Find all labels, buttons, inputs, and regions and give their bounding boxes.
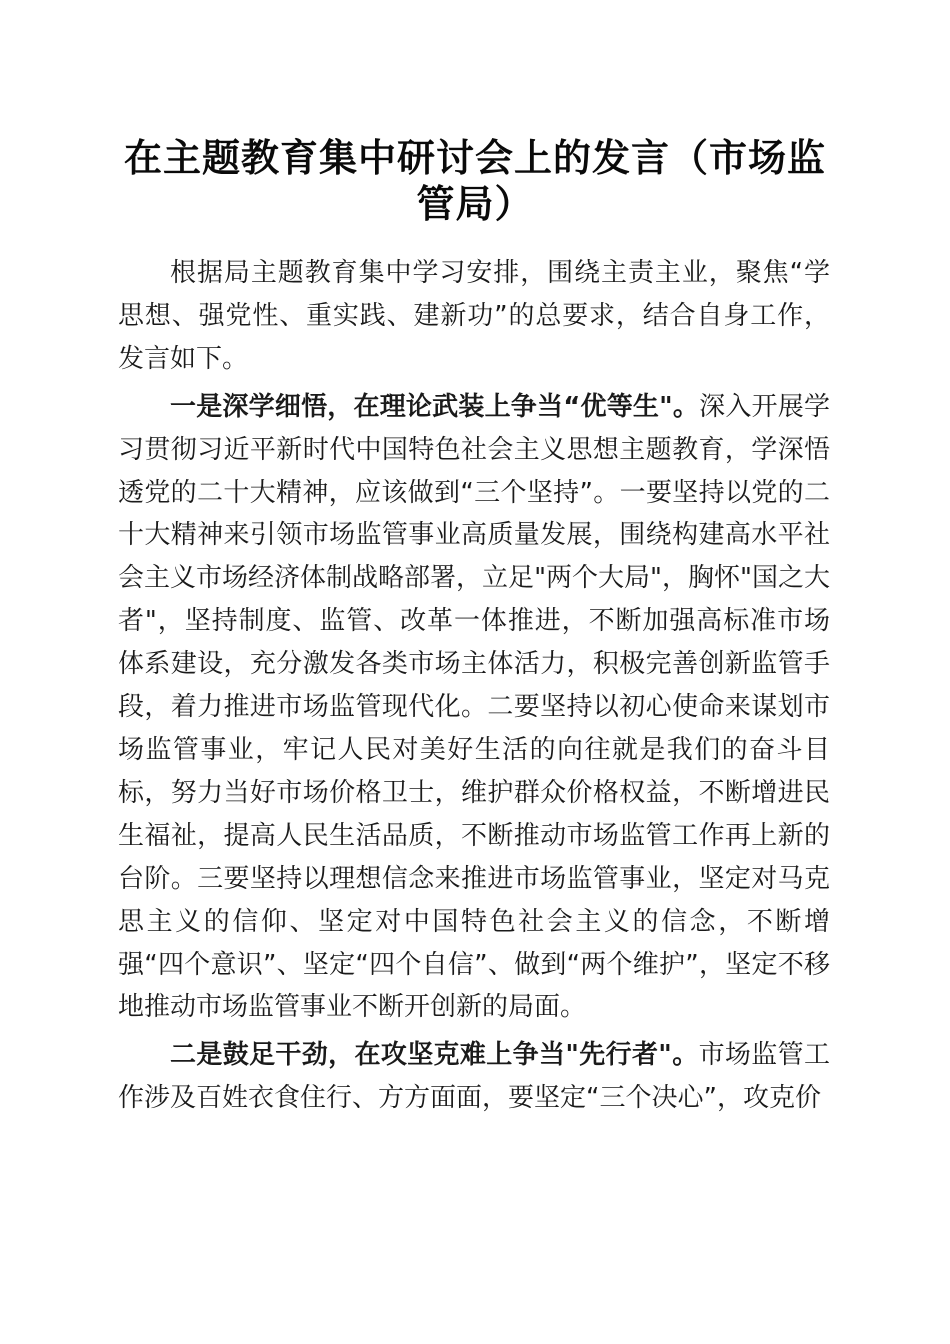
document-body (118, 252, 830, 1125)
paragraph-intro (118, 252, 830, 381)
paragraph-point-two (118, 1034, 830, 1120)
paragraph-text: 根据局主题教育集中学习安排，围绕主责主业，聚焦“学思想、强党性、重实践、建新功”的总要求，结合自身工作，发言如下。 (118, 258, 830, 374)
paragraph-lead: 一是深学细悟，在理论武装上争当“优等生"。 (170, 391, 700, 422)
paragraph-text: 深入开展学习贯彻习近平新时代中国特色社会主义思想主题教育，学深悟透党的二十大精神，应该做到“三个坚持”。一要坚持以党的二十大精神来引领市场监管事业高质量发展，围绕构建高水平社会主义市场经济体制战略部署，立足"两个大局"，胸怀"国之大者"，坚持制度、监管、改革一体推进，不断加强高标准市场体系建设，充分激发各类市场主体活力，积极完善创新监管手段，着力推进市场监管现代化。二要坚持以初心使命来谋划市场监管事业，牢记人民对美好生活的向往就是我们的奋斗目标，努力当好市场价格卫士，维护群众价格权益，不断增进民生福祉，提高人民生活品质，不断推动市场监管工作再上新的台阶。三要坚持以理想信念来推进市场监管事业，坚定对马克思主义的信仰、坚定对中国特色社会主义的信念，不断增强“四个意识”、坚定“四个自信”、做到“两个维护”，坚定不移地推动市场监管事业不断开创新的局面。 (118, 391, 830, 1023)
paragraph-text: 市场监管工作涉及百姓衣食住行、方方面面，要坚定“三个决心”，攻克价 (118, 1040, 830, 1114)
paragraph-point-one (118, 386, 830, 1030)
document-title: 在主题教育集中研讨会上的发言（市场监管局） (123, 135, 826, 226)
paragraph-lead: 二是鼓足干劲，在攻坚克难上争当"先行者"。 (170, 1040, 699, 1071)
